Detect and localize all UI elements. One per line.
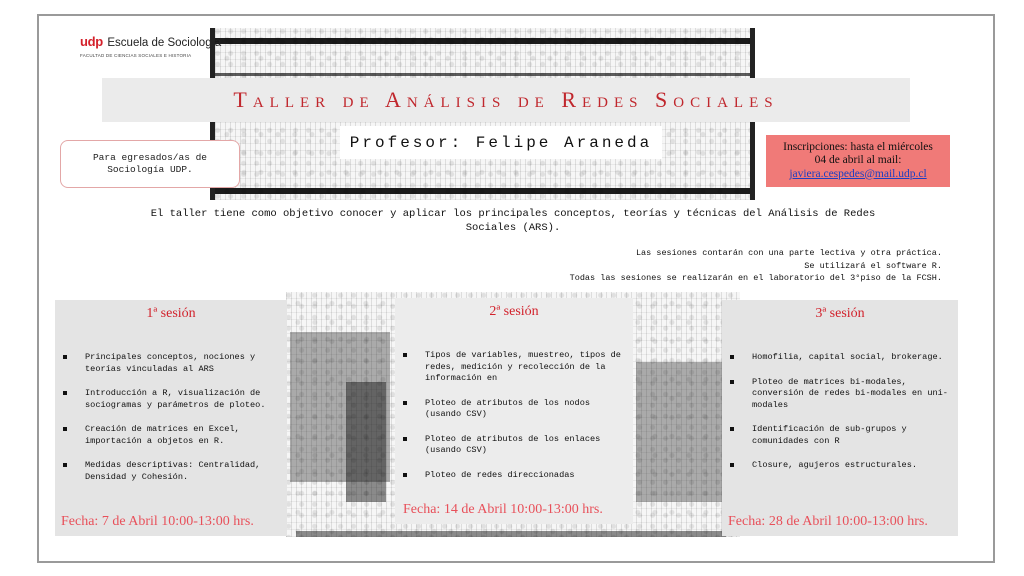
session-topic: Principales conceptos, nociones y teorías vinculadas al ARS <box>63 352 281 375</box>
info-line-3: Todas las sesiones se realizarán en el laboratorio del 3°piso de la FCSH. <box>569 273 942 283</box>
logo-brand: udp <box>80 34 103 49</box>
session-topic: Ploteo de redes direccionadas <box>403 470 627 482</box>
logo-school: Escuela de Sociología <box>107 37 222 49</box>
session-title: 1ª sesión <box>146 306 196 321</box>
session-topic: Medidas descriptivas: Centralidad, Densidad y Cohesión. <box>63 460 281 483</box>
bullet-icon <box>730 380 734 384</box>
audience-line-2: Sociología UDP. <box>107 164 193 175</box>
session-topic: Ploteo de atributos de los nodos (usando CSV) <box>403 398 627 421</box>
session-date: Fecha: 28 de Abril 10:00-13:00 hrs. <box>728 514 928 529</box>
bullet-icon <box>730 355 734 359</box>
audience-box <box>60 140 240 188</box>
bullet-icon <box>63 427 67 431</box>
objective-text <box>88 207 938 235</box>
info-line-1: Las sesiones contarán con una parte lectiva y otra práctica. <box>635 248 942 258</box>
session-topics <box>63 352 281 496</box>
session-date: Fecha: 14 de Abril 10:00-13:00 hrs. <box>403 502 603 517</box>
session-title: 3ª sesión <box>815 306 865 321</box>
bullet-icon <box>403 353 407 357</box>
professor-name: Profesor: Felipe Araneda <box>340 126 662 159</box>
session-topic: Ploteo de matrices bi-modales, conversión de redes bi-modales en uni-modales <box>730 377 952 412</box>
sessions-info <box>342 247 942 285</box>
bullet-icon <box>63 355 67 359</box>
registration-email-link[interactable]: javiera.cespedes@mail.udp.cl <box>789 167 927 180</box>
objective-line-1: El taller tiene como objetivo conocer y aplicar los principales conceptos, teorías y técnicas del Análisis de Redes <box>150 208 876 220</box>
session-topic: Tipos de variables, muestreo, tipos de redes, medición y recolección de la información en <box>403 350 627 385</box>
audience-line-1: Para egresados/as de <box>92 152 208 163</box>
bullet-icon <box>403 473 407 477</box>
bullet-icon <box>63 463 67 467</box>
poster-title: Taller de Análisis de Redes Sociales <box>233 87 779 112</box>
registration-box <box>766 135 950 187</box>
info-line-2: Se utilizará el software R. <box>804 260 942 271</box>
session-topic: Introducción a R, visualización de sociogramas y parámetros de ploteo. <box>63 388 281 411</box>
registration-line-2: 04 de abril al mail: <box>814 154 902 167</box>
session-topic: Homofilia, capital social, brokerage. <box>730 352 952 364</box>
session-topics <box>730 352 952 485</box>
bullet-icon <box>403 401 407 405</box>
logo-faculty: FACULTAD DE CIENCIAS SOCIALES E HISTORIA <box>80 53 192 58</box>
session-title: 2ª sesión <box>489 304 539 319</box>
bullet-icon <box>730 427 734 431</box>
session-date: Fecha: 7 de Abril 10:00-13:00 hrs. <box>61 514 254 529</box>
session-topic: Identificación de sub-grupos y comunidades con R <box>730 424 952 447</box>
session-panel-3 <box>722 300 958 536</box>
title-band <box>102 78 910 122</box>
bullet-icon <box>730 463 734 467</box>
session-panel-1 <box>55 300 287 536</box>
objective-line-2: Sociales (ARS). <box>465 222 561 234</box>
session-topic: Ploteo de atributos de los enlaces (usando CSV) <box>403 434 627 457</box>
bullet-icon <box>403 437 407 441</box>
session-panel-2 <box>395 298 633 524</box>
bullet-icon <box>63 391 67 395</box>
udp-logo <box>80 33 221 58</box>
session-topic: Creación de matrices en Excel, importación a objetos en R. <box>63 424 281 447</box>
session-topic: Closure, agujeros estructurales. <box>730 460 952 472</box>
session-topics <box>403 350 627 494</box>
registration-line-1: Inscripciones: hasta el miércoles <box>783 140 933 153</box>
